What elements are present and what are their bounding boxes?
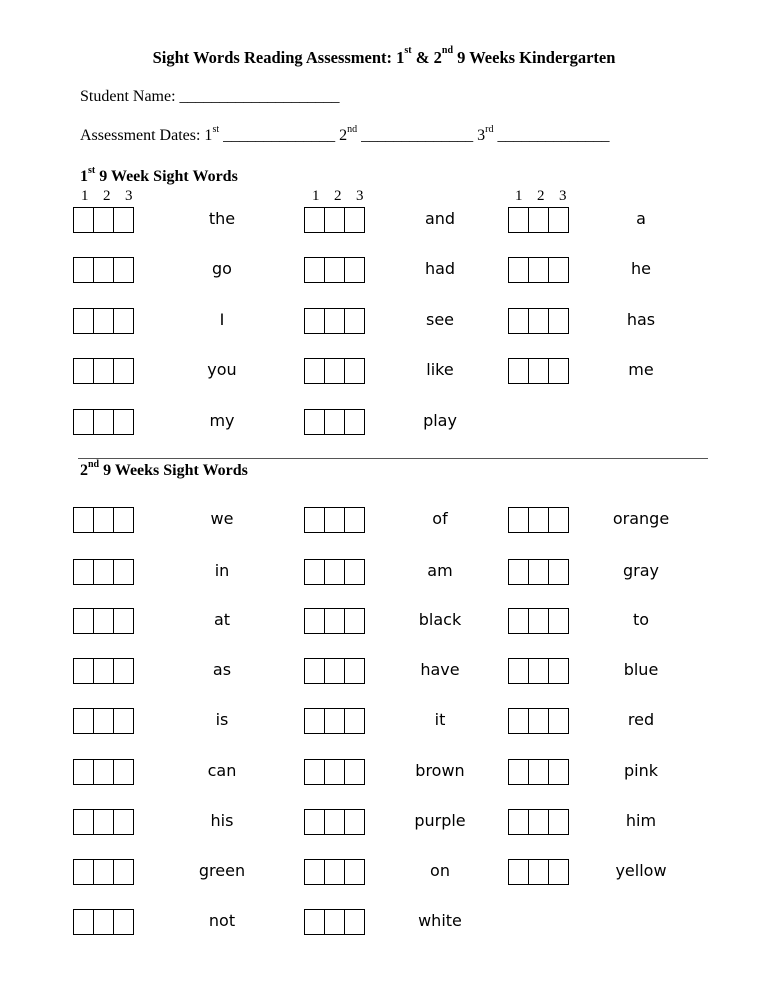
score-checkbox-2[interactable] [93,859,114,885]
score-checkbox-2[interactable] [93,759,114,785]
score-checkbox-3[interactable] [344,559,365,585]
score-checkbox-1[interactable] [508,358,529,384]
score-boxes [304,257,364,283]
score-checkbox-3[interactable] [113,608,134,634]
score-checkbox-2[interactable] [324,559,345,585]
score-checkbox-3[interactable] [113,207,134,233]
score-checkbox-1[interactable] [73,759,94,785]
score-checkbox-1[interactable] [304,608,325,634]
sight-word: is [215,710,229,729]
score-boxes [73,859,133,885]
score-checkbox-2[interactable] [93,658,114,684]
score-checkbox-2[interactable] [93,207,114,233]
score-checkbox-2[interactable] [528,809,549,835]
sight-word: to [632,610,650,629]
score-checkbox-1[interactable] [304,207,325,233]
sight-word: you [207,360,237,379]
score-boxes [508,708,568,734]
score-boxes [508,358,568,384]
score-checkbox-2[interactable] [324,859,345,885]
score-checkbox-1[interactable] [508,809,529,835]
score-checkbox-3[interactable] [548,658,569,684]
sight-word: like [426,360,454,379]
sight-word: of [432,509,448,528]
score-boxes [508,859,568,885]
score-checkbox-2[interactable] [324,708,345,734]
section-2-heading: 2nd 9 Weeks Sight Words [80,459,248,479]
score-checkbox-2[interactable] [528,358,549,384]
score-checkbox-3[interactable] [113,358,134,384]
score-checkbox-3[interactable] [113,257,134,283]
score-checkbox-2[interactable] [93,358,114,384]
score-checkbox-3[interactable] [113,658,134,684]
score-checkbox-3[interactable] [344,257,365,283]
sight-word: we [210,509,234,528]
score-checkbox-2[interactable] [324,809,345,835]
score-checkbox-2[interactable] [324,409,345,435]
score-checkbox-2[interactable] [93,409,114,435]
sight-word: has [626,310,656,329]
assessment-dates-label: Assessment Dates: 1 [80,127,213,144]
sight-word: pink [623,761,658,780]
score-checkbox-1[interactable] [73,559,94,585]
score-checkbox-1[interactable] [508,608,529,634]
score-checkbox-3[interactable] [548,358,569,384]
score-checkbox-3[interactable] [113,507,134,533]
score-boxes [73,358,133,384]
sight-word: orange [612,509,670,528]
score-checkbox-2[interactable] [528,608,549,634]
score-checkbox-3[interactable] [548,257,569,283]
score-boxes [73,658,133,684]
score-checkbox-2[interactable] [324,658,345,684]
sight-word: the [208,209,236,228]
score-boxes [508,608,568,634]
sight-word: and [424,209,456,228]
score-checkbox-3[interactable] [344,909,365,935]
score-checkbox-1[interactable] [304,358,325,384]
score-checkbox-1[interactable] [73,859,94,885]
sight-word: go [212,259,232,278]
score-boxes [304,608,364,634]
sight-word: white [418,911,462,930]
score-checkbox-3[interactable] [548,608,569,634]
sight-word: gray [622,561,659,580]
sight-word: purple [414,811,466,830]
score-checkbox-3[interactable] [344,409,365,435]
score-boxes [508,207,568,233]
score-checkbox-1[interactable] [304,507,325,533]
sight-word: black [418,610,462,629]
score-checkbox-1[interactable] [304,909,325,935]
score-checkbox-2[interactable] [528,658,549,684]
sight-word: at [213,610,231,629]
page-title: Sight Words Reading Assessment: 1st & 2nd 9 Weeks Kindergarten [152,45,616,67]
score-boxes [304,909,364,935]
score-checkbox-1[interactable] [508,759,529,785]
score-checkbox-3[interactable] [113,559,134,585]
sight-word: on [430,861,450,880]
score-boxes [304,358,364,384]
sight-word: am [427,561,453,580]
score-checkbox-2[interactable] [324,257,345,283]
score-boxes [508,308,568,334]
sight-word: brown [415,761,465,780]
student-name-blank[interactable]: ____________________ [179,88,340,105]
score-checkbox-3[interactable] [113,909,134,935]
score-checkbox-2[interactable] [324,358,345,384]
sight-word: green [198,861,246,880]
score-checkbox-1[interactable] [508,207,529,233]
score-checkbox-1[interactable] [508,859,529,885]
score-boxes [73,409,133,435]
score-checkbox-1[interactable] [73,507,94,533]
score-checkbox-2[interactable] [528,559,549,585]
score-boxes [304,658,364,684]
score-checkbox-1[interactable] [304,859,325,885]
sight-word: it [434,710,446,729]
date-blank-2[interactable]: ______________ [361,127,474,144]
score-boxes [73,559,133,585]
score-checkbox-3[interactable] [344,608,365,634]
sight-word: him [625,811,657,830]
score-checkbox-2[interactable] [93,559,114,585]
score-checkbox-1[interactable] [304,658,325,684]
score-boxes [508,507,568,533]
score-checkbox-1[interactable] [73,608,94,634]
score-checkbox-3[interactable] [548,308,569,334]
score-checkbox-1[interactable] [304,308,325,334]
score-checkbox-1[interactable] [508,708,529,734]
score-boxes [508,809,568,835]
score-checkbox-1[interactable] [508,308,529,334]
section-1-heading: 1st 9 Week Sight Words [80,165,238,185]
score-boxes [508,759,568,785]
score-checkbox-1[interactable] [304,708,325,734]
sight-word: not [208,911,236,930]
score-checkbox-3[interactable] [548,759,569,785]
score-checkbox-1[interactable] [73,358,94,384]
score-checkbox-2[interactable] [528,308,549,334]
score-checkbox-3[interactable] [548,507,569,533]
score-boxes [73,809,133,835]
score-checkbox-2[interactable] [93,608,114,634]
score-checkbox-1[interactable] [73,658,94,684]
score-checkbox-1[interactable] [73,257,94,283]
score-boxes [304,559,364,585]
score-checkbox-3[interactable] [113,809,134,835]
sight-word: my [209,411,235,430]
score-boxes [73,257,133,283]
score-boxes [304,207,364,233]
score-checkbox-1[interactable] [73,809,94,835]
score-boxes [73,909,133,935]
trial-numbers-col1: 1 2 3 [81,188,133,204]
score-boxes [73,308,133,334]
score-boxes [304,308,364,334]
score-checkbox-3[interactable] [113,308,134,334]
score-checkbox-2[interactable] [528,207,549,233]
score-checkbox-1[interactable] [304,409,325,435]
sight-word: blue [623,660,659,679]
score-boxes [304,809,364,835]
student-name-field[interactable] [80,88,340,106]
sight-word: his [210,811,234,830]
score-checkbox-3[interactable] [344,358,365,384]
score-boxes [508,658,568,684]
score-checkbox-2[interactable] [324,759,345,785]
sight-word: red [627,710,655,729]
score-checkbox-2[interactable] [324,207,345,233]
score-checkbox-1[interactable] [304,257,325,283]
score-boxes [304,759,364,785]
score-checkbox-2[interactable] [93,308,114,334]
score-checkbox-1[interactable] [304,559,325,585]
score-boxes [73,759,133,785]
score-checkbox-1[interactable] [508,658,529,684]
score-boxes [508,559,568,585]
sight-word: can [207,761,237,780]
score-checkbox-3[interactable] [113,759,134,785]
score-checkbox-3[interactable] [113,708,134,734]
sight-word: he [631,259,651,278]
score-checkbox-1[interactable] [508,257,529,283]
score-checkbox-3[interactable] [344,759,365,785]
score-checkbox-2[interactable] [324,909,345,935]
score-checkbox-2[interactable] [93,257,114,283]
score-checkbox-1[interactable] [508,507,529,533]
sight-word: yellow [615,861,667,880]
score-checkbox-2[interactable] [93,909,114,935]
score-boxes [304,507,364,533]
score-checkbox-3[interactable] [548,559,569,585]
score-checkbox-1[interactable] [508,559,529,585]
score-checkbox-3[interactable] [344,207,365,233]
score-checkbox-2[interactable] [528,859,549,885]
student-name-label: Student Name: [80,88,176,105]
score-checkbox-2[interactable] [528,708,549,734]
sight-word: me [628,360,654,379]
score-checkbox-3[interactable] [344,708,365,734]
date-blank-3[interactable]: ______________ [497,127,610,144]
score-checkbox-3[interactable] [344,308,365,334]
score-checkbox-1[interactable] [73,207,94,233]
score-checkbox-3[interactable] [113,859,134,885]
score-checkbox-1[interactable] [304,759,325,785]
sight-word: play [423,411,457,430]
section-divider [78,458,708,459]
date-blank-1[interactable]: ______________ [223,127,336,144]
score-boxes [304,859,364,885]
score-checkbox-2[interactable] [93,507,114,533]
score-checkbox-2[interactable] [528,507,549,533]
score-boxes [73,507,133,533]
score-checkbox-3[interactable] [548,207,569,233]
score-checkbox-3[interactable] [548,809,569,835]
score-checkbox-2[interactable] [93,809,114,835]
score-checkbox-3[interactable] [548,708,569,734]
score-checkbox-2[interactable] [528,759,549,785]
score-checkbox-1[interactable] [304,809,325,835]
score-boxes [304,708,364,734]
score-checkbox-1[interactable] [73,409,94,435]
score-checkbox-1[interactable] [73,708,94,734]
score-checkbox-2[interactable] [324,608,345,634]
sight-word: a [636,209,646,228]
trial-numbers-col3: 1 2 3 [515,188,567,204]
score-checkbox-2[interactable] [93,708,114,734]
score-checkbox-3[interactable] [344,507,365,533]
score-boxes [508,257,568,283]
sight-word: I [219,310,225,329]
assessment-dates-field: Assessment Dates: 1st ______________ 2nd ______________ 3rd ______________ [80,124,610,144]
score-boxes [73,708,133,734]
trial-numbers-col2: 1 2 3 [312,188,364,204]
sight-word: in [214,561,230,580]
sight-word: had [424,259,456,278]
score-checkbox-1[interactable] [73,308,94,334]
sight-word: see [425,310,455,329]
score-boxes [73,207,133,233]
score-checkbox-3[interactable] [548,859,569,885]
score-checkbox-2[interactable] [324,308,345,334]
score-boxes [304,409,364,435]
score-checkbox-2[interactable] [324,507,345,533]
sight-word: have [420,660,460,679]
score-checkbox-1[interactable] [73,909,94,935]
score-boxes [73,608,133,634]
score-checkbox-2[interactable] [528,257,549,283]
score-checkbox-3[interactable] [113,409,134,435]
score-checkbox-3[interactable] [344,658,365,684]
sight-word: as [212,660,232,679]
score-checkbox-3[interactable] [344,859,365,885]
score-checkbox-3[interactable] [344,809,365,835]
